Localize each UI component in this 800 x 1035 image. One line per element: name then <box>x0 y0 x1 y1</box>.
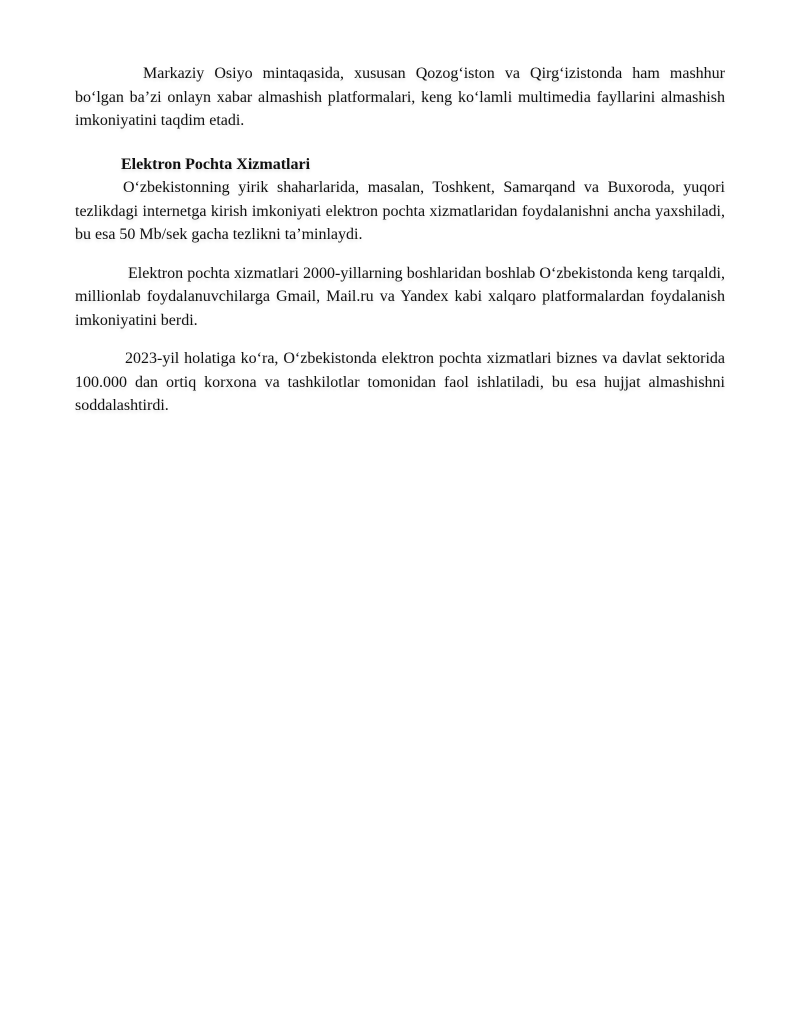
document-body <box>75 62 725 418</box>
section-heading-email-services: Elektron Pochta Xizmatlari <box>121 155 311 173</box>
paragraph-email-usage-2023: 2023-yil holatiga ko‘ra, O‘zbekistonda elektron pochta xizmatlari biznes va davlat sektorida 100.000 dan ortiq korxona va tashkilotlar tomonidan faol ishlatiladi, bu esa hujjat almashishni soddalashtirdi. <box>75 350 725 414</box>
paragraph-email-history: Elektron pochta xizmatlari 2000-yillarning boshlaridan boshlab O‘zbekistonda keng tarqaldi, millionlab foydalanuvchilarga Gmail, Mail.ru va Yandex kabi xalqaro platformalardan foydalanish imkoniyatini berdi. <box>75 264 725 329</box>
paragraph-internet-speed: O‘zbekistonning yirik shaharlarida, masalan, Toshkent, Samarqand va Buxoroda, yuqori tezlikdagi internetga kirish imkoniyati elektron pochta xizmatlaridan foydalanishni ancha yaxshiladi, bu esa 50 Mb/sek gacha tezlikni ta’minlaydi. <box>75 179 725 243</box>
paragraph-messaging-platforms: Markaziy Osiyo mintaqasida, xususan Qozog‘iston va Qirg‘izistonda ham mashhur bo‘lgan ba’zi onlayn xabar almashish platformalari, keng ko‘lamli multimedia fayllarini almashish imkoniyatini taqdim etadi. <box>75 65 725 129</box>
